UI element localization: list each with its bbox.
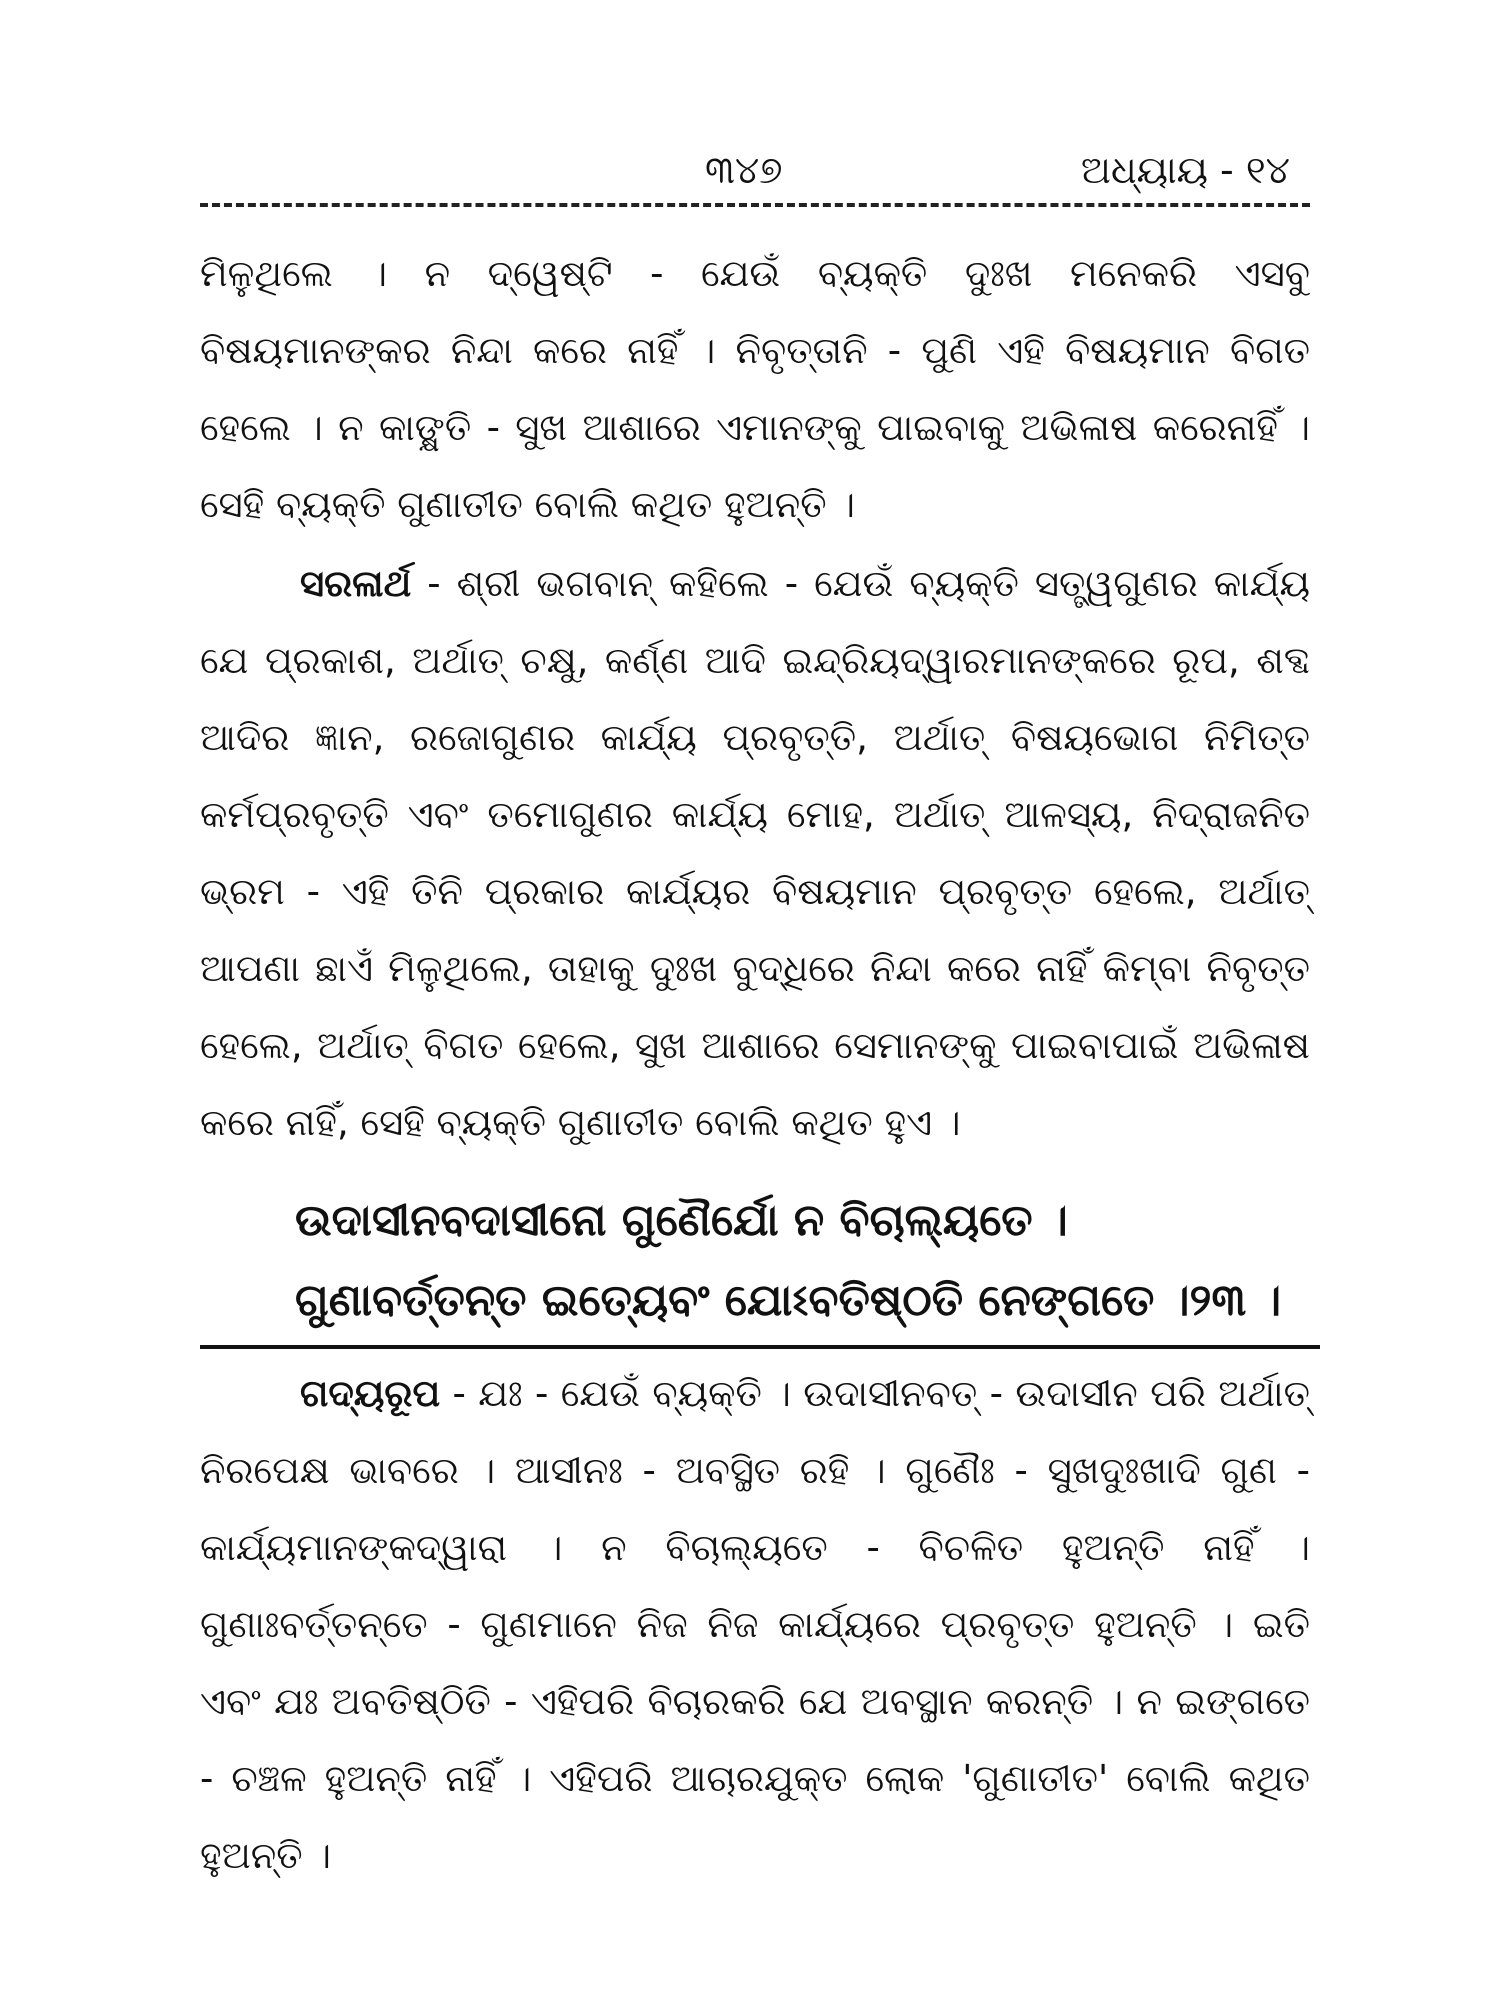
section-term: ଗଦ୍ୟରୂପ: [300, 1372, 441, 1415]
paragraph-saralartha: [200, 545, 1310, 1161]
paragraph-text: - ଯଃ - ଯେଉଁ ବ୍ୟକ୍ତି । ଉଦାସୀନବତ୍ - ଉଦାସୀନ ପରି ଅର୍ଥାତ୍ ନିରପେକ୍ଷ ଭାବରେ । ଆସୀନଃ - ଅବସ୍ଥିତ ରହି । ଗୁଣୈଃ - ସୁଖଦୁଃଖାଦି ଗୁଣ - କାର୍ଯ୍ୟମାନଙ୍କଦ୍ୱାରା । ନ ବିଚାଲ୍ୟତେ - ବିଚଳିତ ହୁଅନ୍ତି ନାହିଁ । ଗୁଣାଃବର୍ତ୍ତନ୍ତେ - ଗୁଣମାନେ ନିଜ ନିଜ କାର୍ଯ୍ୟରେ ପ୍ରବୃତ୍ତ ହୁଅନ୍ତି । ଇତି ଏବଂ ଯଃ ଅବତିଷ୍ଠିତି - ଏହିପରି ବିଚାରକରି ଯେ ଅବସ୍ଥାନ କରନ୍ତି । ନ ଇଙ୍ଗତେ - ଚଞ୍ଚଳ ହୁଅନ୍ତି ନାହିଁ । ଏହିପରି ଆଚାରଯୁକ୍ତ ଲୋକ 'ଗୁଣାତୀତ' ବୋଲି କଥିତ ହୁଅନ୍ତି ।: [200, 1372, 1310, 1877]
paragraph-continuation: [200, 235, 1310, 543]
header-divider: [200, 203, 1310, 207]
paragraph-gadyarupa: [200, 1355, 1310, 1894]
page-header: [200, 140, 1310, 200]
section-term: ସରଳାର୍ଥ: [300, 562, 412, 605]
verse-line-1: ଉଦାସୀନବଦାସୀନୋ ଗୁଣୈର୍ଯୋ ନ ବିଚାଲ୍ୟତେ ।: [295, 1195, 1068, 1246]
chapter-label: ଅଧ୍ୟାୟ - ୧୪: [1080, 148, 1290, 192]
verse-line-2: ଗୁଣାବର୍ତ୍ତନ୍ତ ଇତ୍ୟେବଂ ଯୋଽବତିଷ୍ଠତି ନେଙ୍ଗତେ ।୨୩ ।: [295, 1275, 1282, 1326]
page-number: ୩୪୭: [705, 148, 783, 192]
paragraph-text: ମିଳୁଥିଲେ । ନ ଦ୍ୱେଷ୍ଟି - ଯେଉଁ ବ୍ୟକ୍ତି ଦୁଃଖ ମନେକରି ଏସବୁ ବିଷୟମାନଙ୍କର ନିନ୍ଦା କରେ ନାହିଁ । ନିବୃତ୍ତାନି - ପୁଣି ଏହି ବିଷୟମାନ ବିଗତ ହେଲେ । ନ କାଙ୍କ୍ଷତି - ସୁଖ ଆଶାରେ ଏମାନଙ୍କୁ ପାଇବାକୁ ଅଭିଳାଷ କରେନାହିଁ । ସେହି ବ୍ୟକ୍ତି ଗୁଣାତୀତ ବୋଲି କଥିତ ହୁଅନ୍ତି ।: [200, 252, 1310, 526]
verse-divider: [200, 1345, 1320, 1349]
paragraph-text: - ଶ୍ରୀ ଭଗବାନ୍ କହିଲେ - ଯେଉଁ ବ୍ୟକ୍ତି ସତ୍ତ୍ୱଗୁଣର କାର୍ଯ୍ୟ ଯେ ପ୍ରକାଶ, ଅର୍ଥାତ୍ ଚକ୍ଷୁ, କର୍ଣ୍ଣ ଆଦି ଇନ୍ଦ୍ରିୟଦ୍ୱାରମାନଙ୍କରେ ରୂପ, ଶବ୍ଦ ଆଦିର ଜ୍ଞାନ, ରଜୋଗୁଣର କାର୍ଯ୍ୟ ପ୍ରବୃତ୍ତି, ଅର୍ଥାତ୍ ବିଷୟଭୋଗ ନିମିତ୍ତ କର୍ମପ୍ରବୃତ୍ତି ଏବଂ ତମୋଗୁଣର କାର୍ଯ୍ୟ ମୋହ, ଅର୍ଥାତ୍ ଆଳସ୍ୟ, ନିଦ୍ରାଜନିତ ଭ୍ରମ - ଏହି ତିନି ପ୍ରକାର କାର୍ଯ୍ୟର ବିଷୟମାନ ପ୍ରବୃତ୍ତ ହେଲେ, ଅର୍ଥାତ୍ ଆପଣା ଛାଏଁ ମିଳୁଥିଲେ, ତାହାକୁ ଦୁଃଖ ବୁଦ୍ଧିରେ ନିନ୍ଦା କରେ ନାହିଁ କିମ୍ବା ନିବୃତ୍ତ ହେଲେ, ଅର୍ଥାତ୍ ବିଗତ ହେଲେ, ସୁଖ ଆଶାରେ ସେମାନଙ୍କୁ ପାଇବାପାଇଁ ଅଭିଳାଷ କରେ ନାହିଁ, ସେହି ବ୍ୟକ୍ତି ଗୁଣାତୀତ ବୋଲି କଥିତ ହୁଏ ।: [200, 562, 1310, 1144]
